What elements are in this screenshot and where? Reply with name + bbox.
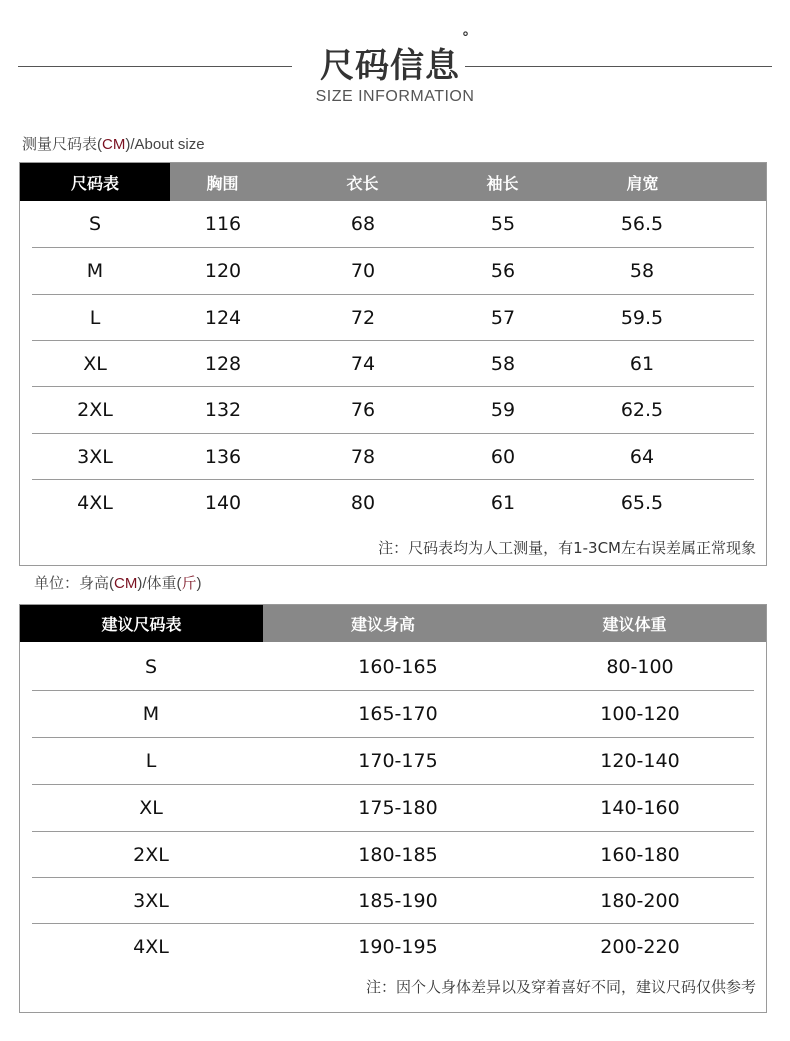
chest-cell: 116 — [204, 213, 242, 235]
table-row — [32, 387, 754, 434]
chest-cell: 136 — [204, 445, 242, 468]
table-row — [32, 878, 754, 924]
recommend-table-header — [20, 605, 766, 642]
size-header-chest: 胸围 — [206, 173, 239, 193]
size-cell: 4XL — [77, 492, 113, 514]
sleeve-cell: 57 — [490, 306, 516, 329]
size-cell: L — [89, 306, 101, 329]
chest-cell: 140 — [204, 492, 242, 514]
title-degree-mark: ° — [462, 30, 470, 46]
table-row — [32, 480, 754, 526]
size-cell: XL — [139, 797, 163, 819]
size-cell: S — [88, 213, 102, 235]
sleeve-cell: 59 — [490, 399, 516, 421]
size-cell: M — [86, 260, 104, 282]
weight-cell: 160-180 — [600, 843, 680, 866]
size-cell: 2XL — [133, 843, 169, 866]
length-cell: 76 — [350, 399, 376, 421]
shoulder-cell: 58 — [629, 260, 655, 282]
size-table-body — [32, 201, 754, 526]
sleeve-cell: 61 — [490, 492, 516, 514]
size-cell: XL — [83, 352, 107, 375]
shoulder-cell: 64 — [629, 445, 655, 468]
length-cell: 70 — [350, 260, 376, 282]
weight-cell: 100-120 — [600, 703, 680, 725]
shoulder-cell: 62.5 — [620, 399, 664, 421]
chest-cell: 120 — [204, 260, 242, 282]
size-table — [19, 162, 767, 566]
unit-caption-weight-unit: 斤 — [181, 575, 197, 592]
weight-cell: 180-200 — [600, 889, 680, 912]
sleeve-cell: 56 — [490, 260, 516, 282]
length-cell: 80 — [350, 492, 376, 514]
height-cell: 175-180 — [358, 797, 438, 819]
recommend-header-height: 建议身高 — [350, 615, 415, 634]
size-cell: 2XL — [77, 399, 113, 421]
size-cell: S — [144, 656, 158, 678]
size-cell: 4XL — [133, 936, 169, 958]
height-cell: 180-185 — [358, 843, 438, 866]
shoulder-cell: 59.5 — [620, 306, 664, 329]
unit-caption-part1: 单位：身高( — [34, 575, 114, 592]
recommend-header-size: 建议尺码表 — [20, 605, 263, 642]
recommend-header-weight: 建议体重 — [602, 615, 667, 634]
chest-cell: 124 — [204, 306, 242, 329]
weight-cell: 120-140 — [600, 750, 680, 772]
unit-caption-part3: ) — [196, 575, 202, 592]
size-cell: L — [145, 750, 157, 772]
sleeve-cell: 60 — [490, 445, 516, 468]
weight-cell: 140-160 — [600, 797, 680, 819]
size-cell: M — [142, 703, 160, 725]
table-row — [32, 924, 754, 970]
height-cell: 160-165 — [358, 656, 438, 678]
size-cell: 3XL — [77, 445, 113, 468]
sleeve-cell: 58 — [490, 352, 516, 375]
length-cell: 78 — [350, 445, 376, 468]
weight-cell: 200-220 — [600, 936, 680, 958]
size-header-size: 尺码表 — [20, 163, 170, 201]
measure-caption-prefix: 测量尺码表( — [22, 136, 102, 153]
height-cell: 165-170 — [358, 703, 438, 725]
table-row — [32, 434, 754, 480]
size-header-length: 衣长 — [346, 173, 379, 193]
size-table-note: 注：尺码表均为人工测量，有1-3CM左右误差属正常现象 — [378, 539, 756, 557]
page-header — [0, 0, 790, 120]
page-title-text: 尺码信息 — [320, 46, 460, 86]
table-row — [32, 644, 754, 691]
table-row — [32, 295, 754, 341]
unit-caption-part2: )/体重( — [137, 575, 182, 592]
size-cell: 3XL — [133, 889, 169, 912]
table-row — [32, 248, 754, 295]
measure-caption-suffix: )/About size — [125, 136, 205, 153]
chest-cell: 132 — [204, 399, 242, 421]
size-header-shoulder: 肩宽 — [626, 173, 659, 193]
measure-caption — [22, 133, 205, 154]
length-cell: 72 — [350, 306, 376, 329]
shoulder-cell: 61 — [629, 352, 655, 375]
length-cell: 74 — [350, 352, 376, 375]
measure-caption-unit: CM — [102, 136, 126, 153]
page-title — [0, 30, 790, 87]
sleeve-cell: 55 — [490, 213, 516, 235]
table-row — [32, 691, 754, 738]
height-cell: 185-190 — [358, 889, 438, 912]
unit-caption-height-unit: CM — [114, 575, 138, 592]
recommend-table-note: 注：因个人身体差异以及穿着喜好不同，建议尺码仅供参考 — [365, 978, 756, 996]
table-row — [32, 341, 754, 387]
table-row — [32, 738, 754, 785]
height-cell: 170-175 — [358, 750, 438, 772]
weight-cell: 80-100 — [606, 656, 674, 678]
shoulder-cell: 56.5 — [620, 213, 664, 235]
height-cell: 190-195 — [358, 936, 438, 958]
size-header-sleeve: 袖长 — [486, 173, 519, 193]
shoulder-cell: 65.5 — [620, 492, 664, 514]
table-row — [32, 832, 754, 878]
chest-cell: 128 — [204, 352, 242, 375]
length-cell: 68 — [350, 213, 376, 235]
size-table-header — [20, 163, 766, 201]
page-subtitle: SIZE INFORMATION — [315, 88, 475, 105]
recommend-table-body — [32, 644, 754, 970]
table-row — [32, 201, 754, 248]
table-row — [32, 785, 754, 832]
recommend-table — [19, 604, 767, 1013]
unit-caption — [34, 572, 202, 593]
